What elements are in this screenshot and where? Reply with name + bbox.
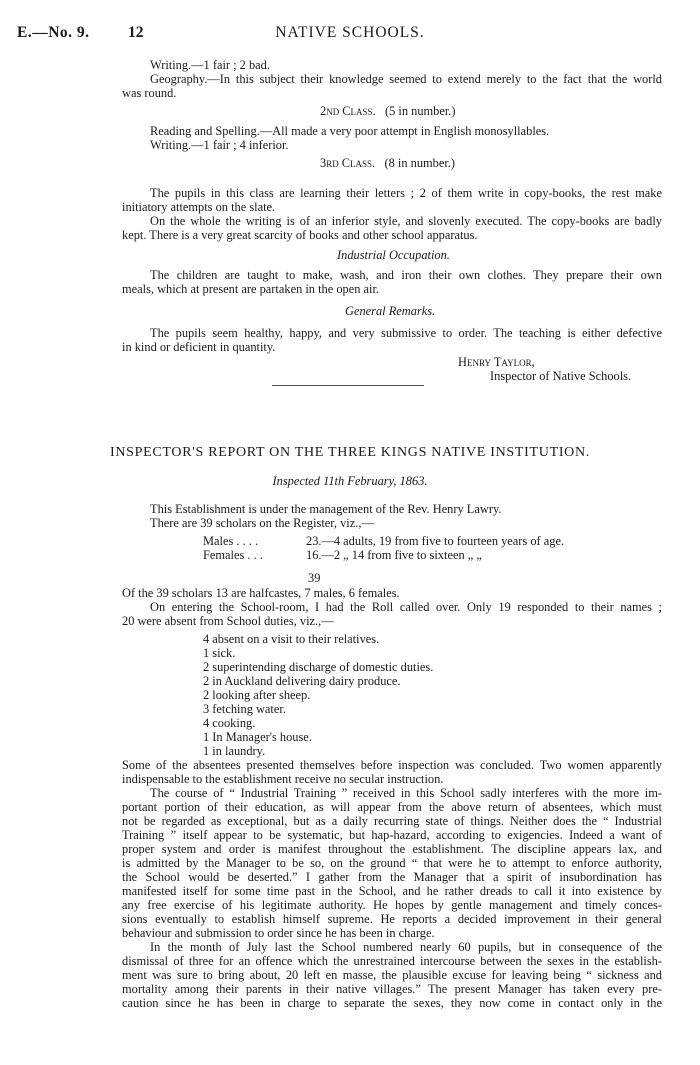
- paragraph-line: manifested itself for some time past in the School, and he rather dreads to call it into existence by: [122, 884, 662, 898]
- register-total: 39: [308, 571, 321, 585]
- paragraph-line: initiatory attempts on the slate.: [122, 200, 276, 214]
- paragraph-line: proper system and order is manifest throughout the establishment. The discipline appears lax, and: [122, 842, 662, 856]
- absence-list-item: 2 superintending discharge of domestic duties.: [203, 660, 434, 674]
- paragraph-line: Writing.—1 fair ; 2 bad.: [150, 58, 270, 72]
- document-reference: E.—No. 9.: [17, 24, 90, 41]
- absence-list-item: 2 in Auckland delivering dairy produce.: [203, 674, 401, 688]
- paragraph-line: not be regarded as exceptional, but as a daily recurring state of things. Neither does the “ Industrial: [122, 814, 662, 828]
- paragraph-line: in kind or deficient in quantity.: [122, 340, 276, 354]
- paragraph-line: Writing.—1 fair ; 4 inferior.: [150, 138, 289, 152]
- page-header: [0, 24, 700, 46]
- paragraph-line: meals, which at present are partaken in the open air.: [122, 282, 380, 296]
- paragraph-line: sions eventually to establish himself supreme. He reports a decided improvement in their general: [122, 912, 662, 926]
- absence-list-item: 4 cooking.: [203, 716, 256, 730]
- inspection-date: Inspected 11th February, 1863.: [272, 474, 428, 488]
- register-males-label: Males . . . .: [203, 534, 259, 548]
- paragraph-line: 20 were absent from School duties, viz.,—: [122, 614, 334, 628]
- paragraph-line: Geography.—In this subject their knowledge seemed to extend merely to the fact that the world: [150, 72, 662, 86]
- paragraph-line: Of the 39 scholars 13 are halfcastes, 7 males, 6 females.: [122, 586, 400, 600]
- absence-list-item: 1 in laundry.: [203, 744, 266, 758]
- section-heading-3rd-class: [320, 156, 455, 170]
- paragraph-line: In the month of July last the School numbered nearly 60 pupils, but in consequence of the: [150, 940, 662, 954]
- section-divider: [272, 385, 424, 386]
- paragraph-line: dismissal of three for an offence which the unrestrained intercourse between the sexes in the establish-: [122, 954, 662, 968]
- paragraph-line: was round.: [122, 86, 177, 100]
- paragraph-line: ment was sure to bring about, 20 left en masse, the plausible excuse for leaving being “ sickness and: [122, 968, 662, 982]
- signature-title: Inspector of Native Schools.: [490, 369, 632, 383]
- section-heading-2nd-class: [320, 104, 456, 118]
- section-heading-industrial: Industrial Occupation.: [337, 248, 450, 262]
- paragraph-line: the School would be deserted.” I gather from the Manager that a spirit of insubordination has: [122, 870, 662, 884]
- page-title: NATIVE SCHOOLS.: [275, 24, 425, 41]
- paragraph-line: caution since he has been in charge to separate the sexes, they now come in contact only in the: [122, 996, 662, 1010]
- register-males-detail: 23.—4 adults, 19 from five to fourteen years of age.: [306, 534, 565, 548]
- paragraph-line: indispensable to the establishment receive no secular instruction.: [122, 772, 444, 786]
- paragraph-line: mortality among their parents in their native villages.” The present Manager has taken every pre-: [122, 982, 662, 996]
- paragraph-line: portant portion of their education, as will appear from the above return of absentees, which must: [122, 800, 662, 814]
- section-heading-general: General Remarks.: [345, 304, 436, 318]
- class-name: 3rd Class.: [320, 156, 376, 170]
- signature-name: Henry Taylor,: [458, 355, 535, 369]
- paragraph-line: Training ” itself appear to be systematic, but hap-hazard, according to exigencies. Indeed a want of: [122, 828, 662, 842]
- paragraph-line: The course of “ Industrial Training ” received in this School sadly interferes with the more im-: [150, 786, 662, 800]
- paragraph-line: Reading and Spelling.—All made a very poor attempt in English monosyllables.: [150, 124, 550, 138]
- paragraph-line: This Establishment is under the management of the Rev. Henry Lawry.: [150, 502, 502, 516]
- register-females-detail: 16.—2 „ 14 from five to sixteen „ „: [306, 548, 482, 562]
- class-count: (8 in number.): [384, 156, 456, 170]
- absence-list-item: 2 looking after sheep.: [203, 688, 311, 702]
- class-name: 2nd Class.: [320, 104, 376, 118]
- paragraph-line: kept. There is a very great scarcity of books and other school apparatus.: [122, 228, 478, 242]
- absence-list-item: 1 sick.: [203, 646, 236, 660]
- paragraph-line: behaviour and submission to order since he has been in charge.: [122, 926, 435, 940]
- report-heading: INSPECTOR'S REPORT ON THE THREE KINGS NATIVE INSTITUTION.: [110, 445, 590, 460]
- paragraph-line: The pupils in this class are learning their letters ; 2 of them write in copy-books, the rest make: [150, 186, 662, 200]
- absence-list-item: 1 In Manager's house.: [203, 730, 312, 744]
- absence-list-item: 3 fetching water.: [203, 702, 286, 716]
- page-number: 12: [128, 24, 144, 41]
- paragraph-line: any free exercise of his legitimate authority. He hopes by gentle management and timely conces-: [122, 898, 662, 912]
- paragraph-line: On entering the School-room, I had the Roll called over. Only 19 responded to their names ;: [150, 600, 662, 614]
- paragraph-line: There are 39 scholars on the Register, viz.,—: [150, 516, 374, 530]
- paragraph-line: On the whole the writing is of an inferior style, and slovenly executed. The copy-books are badly: [150, 214, 662, 228]
- paragraph-line: is admitted by the Manager to be so, on the ground “ that were he to attempt to enforce authority,: [122, 856, 662, 870]
- absence-list-item: 4 absent on a visit to their relatives.: [203, 632, 380, 646]
- paragraph-line: Some of the absentees presented themselves before inspection was concluded. Two women apparently: [122, 758, 662, 772]
- paragraph-line: The children are taught to make, wash, and iron their own clothes. They prepare their own: [150, 268, 662, 282]
- paragraph-line: The pupils seem healthy, happy, and very submissive to order. The teaching is either defective: [150, 326, 662, 340]
- class-count: (5 in number.): [384, 104, 456, 118]
- register-females-label: Females . . .: [203, 548, 263, 562]
